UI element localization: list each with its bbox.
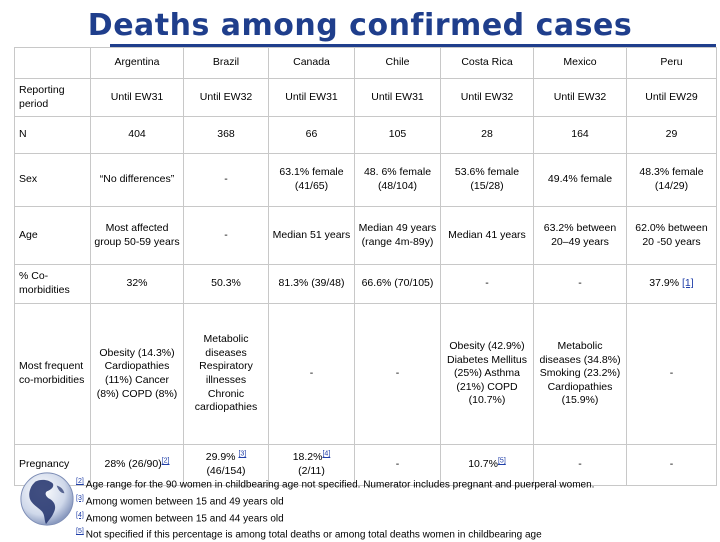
table-cell: 62.0% between 20 -50 years <box>627 207 717 265</box>
cell-value: 28% (26/90) <box>104 458 162 471</box>
table-cell: Most affected group 50-59 years <box>91 207 184 265</box>
footnote-mark[interactable]: [3] <box>76 494 84 502</box>
table-cell <box>627 265 717 304</box>
table-row <box>15 265 717 304</box>
table-cell: 29 <box>627 117 717 154</box>
table-cell: 48. 6% female (48/104) <box>355 154 441 207</box>
table-cell: 32% <box>91 265 184 304</box>
footnote-mark[interactable]: [2] <box>76 478 84 485</box>
header-argentina: Argentina <box>91 48 184 79</box>
row-label-frequent-comorbidities: Most frequent co-morbidities <box>15 304 91 445</box>
table-cell: - <box>269 304 355 445</box>
page-title: Deaths among confirmed cases <box>87 8 633 43</box>
table-cell: 50.3% <box>184 265 269 304</box>
table-header-row <box>15 48 717 79</box>
table-cell: Obesity (42.9%) Diabetes Mellitus (25%) Asthma (21%) COPD (10.7%) <box>441 304 534 445</box>
row-label-pregnancy: Pregnancy <box>15 445 91 486</box>
table-cell: - <box>441 265 534 304</box>
footnote-text: Among women between 15 and 49 years old <box>85 496 284 508</box>
table-cell: Obesity (14.3%) Cardiopathies (11%) Cancer (8%) COPD (8%) <box>91 304 184 445</box>
table-cell: - <box>627 304 717 445</box>
reference-link[interactable]: [5] <box>497 457 506 465</box>
row-label-comorbidities: % Co-morbidities <box>15 265 91 304</box>
table-row <box>15 154 717 207</box>
table-cell: - <box>184 154 269 207</box>
table-cell: 49.4% female <box>534 154 627 207</box>
table-cell: 63.2% between 20–49 years <box>534 207 627 265</box>
cell-value: 10.7% <box>468 458 498 471</box>
header-costa-rica: Costa Rica <box>441 48 534 79</box>
cell-value: 18.2% <box>292 451 323 464</box>
header-canada: Canada <box>269 48 355 79</box>
table-cell: 63.1% female (41/65) <box>269 154 355 207</box>
header-brazil: Brazil <box>184 48 269 79</box>
cell-value: 37.9% <box>649 277 682 290</box>
table-cell: “No differences” <box>91 154 184 207</box>
table-cell: - <box>534 445 627 486</box>
table-cell: 66 <box>269 117 355 154</box>
globe-americas-icon <box>18 470 76 528</box>
table-cell: 404 <box>91 117 184 154</box>
table-cell: Until EW32 <box>184 79 269 117</box>
row-label-n: N <box>15 117 91 154</box>
header-mexico: Mexico <box>534 48 627 79</box>
table-row <box>15 79 717 117</box>
footnote-text: Age range for the 90 women in childbearing age not specified. Numerator includes pregnant and puerperal women. <box>85 479 595 491</box>
table-cell: 81.3% (39/48) <box>269 265 355 304</box>
row-label-reporting-period: Reporting period <box>15 79 91 117</box>
footnote <box>76 475 716 492</box>
table-cell: 164 <box>534 117 627 154</box>
table-cell: Until EW29 <box>627 79 717 117</box>
table-cell: 48.3% female (14/29) <box>627 154 717 207</box>
table-row <box>15 207 717 265</box>
table-cell: Until EW31 <box>269 79 355 117</box>
table-cell: 368 <box>184 117 269 154</box>
table-cell: - <box>355 445 441 486</box>
table-row <box>15 304 717 445</box>
footnote-text: Not specified if this percentage is among total deaths or among total deaths women in childbearing age <box>85 529 542 541</box>
reference-link[interactable]: [3] <box>238 450 247 458</box>
row-label-sex: Sex <box>15 154 91 207</box>
cell-subvalue: (2/11) <box>298 465 325 477</box>
reference-link[interactable]: [2] <box>161 457 170 465</box>
table-cell: Metabolic diseases (34.8%) Smoking (23.2%) Cardiopathies (15.9%) <box>534 304 627 445</box>
table-cell: - <box>534 265 627 304</box>
table-cell: - <box>184 207 269 265</box>
footnotes <box>76 475 716 542</box>
row-label-age: Age <box>15 207 91 265</box>
footnote <box>76 509 716 526</box>
footnote <box>76 492 716 509</box>
cell-subvalue: (46/154) <box>206 465 246 477</box>
table-cell: Metabolic diseases Respiratory illnesses Chronic cardiopathies <box>184 304 269 445</box>
header-corner <box>15 48 91 79</box>
table-cell: Median 51 years <box>269 207 355 265</box>
table-cell: Median 49 years (range 4m-89y) <box>355 207 441 265</box>
header-chile: Chile <box>355 48 441 79</box>
cell-value: 29.9% <box>205 451 239 464</box>
table-cell: - <box>627 445 717 486</box>
table-cell: Median 41 years <box>441 207 534 265</box>
table-cell: - <box>355 304 441 445</box>
footnote-text: Among women between 15 and 44 years old <box>85 512 284 524</box>
reference-link[interactable]: [4] <box>322 450 331 458</box>
table-cell: 28 <box>441 117 534 154</box>
table-cell: Until EW31 <box>355 79 441 117</box>
footnote-mark[interactable]: [5] <box>76 528 84 536</box>
table-cell: Until EW31 <box>91 79 184 117</box>
table-cell: Until EW32 <box>441 79 534 117</box>
deaths-table <box>14 47 717 486</box>
footnote-mark[interactable]: [4] <box>76 511 84 519</box>
reference-link[interactable]: [1] <box>682 277 694 290</box>
table-row <box>15 117 717 154</box>
table-cell: Until EW32 <box>534 79 627 117</box>
header-peru: Peru <box>627 48 717 79</box>
table-cell: 66.6% (70/105) <box>355 265 441 304</box>
table-cell: 53.6% female (15/28) <box>441 154 534 207</box>
table-cell: 105 <box>355 117 441 154</box>
